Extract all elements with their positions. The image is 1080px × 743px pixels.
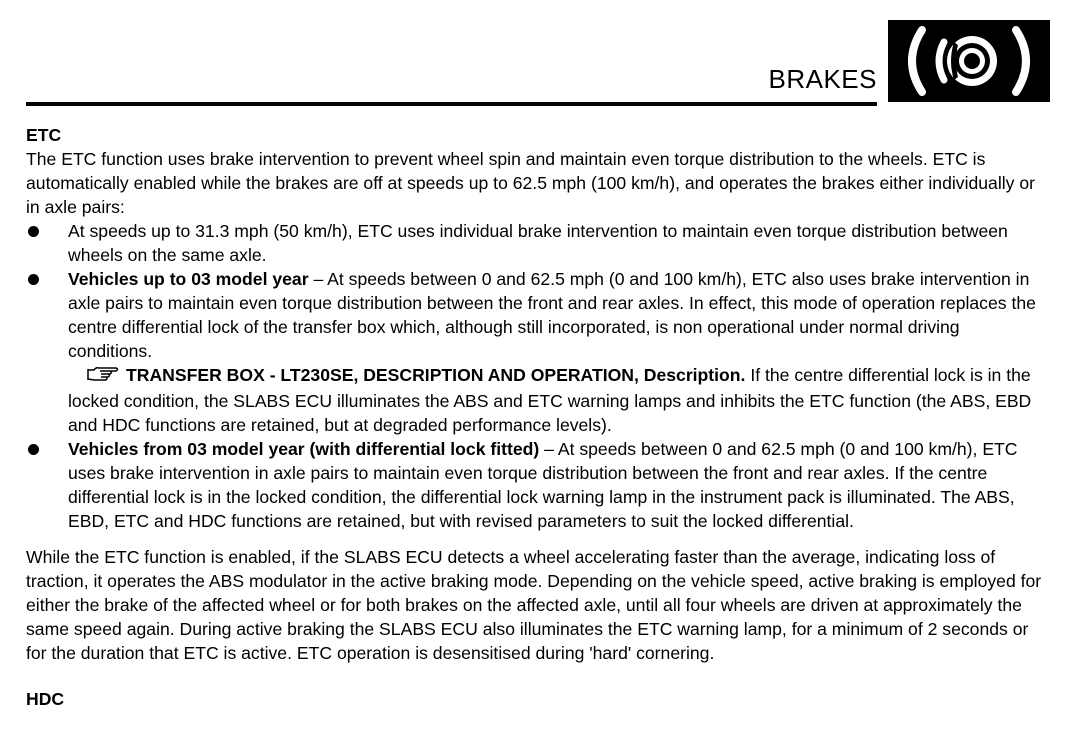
bullet-icon: [28, 226, 39, 237]
bullet-text: – At speeds between 0 and 62.5 mph (0 and 100 km/h), ETC also uses brake intervention in axle pairs to maintain even torque distribution between the front and rear axles. In effect, this mode of operation replaces the centre differential lock of the transfer box which, although still incorporated, is non operational under normal driving conditions.: [68, 269, 1036, 361]
list-item: [26, 267, 1048, 437]
pointing-hand-icon: [86, 365, 126, 389]
section-heading: ETC: [26, 125, 62, 145]
list-item: [26, 437, 1048, 533]
brake-warning-icon: [888, 20, 1050, 102]
cross-reference-text: If the centre differential lock is in the locked condition, the SLABS ECU illuminates the ABS and ETC warning lamps and inhibits the ETC function (the ABS, EBD and HDC functions are retained, but at degraded performance levels).: [68, 365, 1032, 435]
bullet-text: – At speeds between 0 and 62.5 mph (0 and 100 km/h), ETC uses brake intervention in axle pairs to maintain even torque distribution between the front and rear axles. If the centre differential lock is in the locked condition, the differential lock warning lamp in the instrument pack is illuminated. The ABS, EBD, ETC and HDC functions are retained, but with revised parameters to suit the locked differential.: [68, 439, 1018, 531]
closing-paragraph: While the ETC function is enabled, if the SLABS ECU detects a wheel accelerating faster than the average, indicating loss of traction, it operates the ABS modulator in the active braking mode. Depending on the vehicle speed, active braking is employed for either the brake of the affected wheel or for both brakes on the affected axle, until all four wheels are driven at approximately the same speed again. During active braking the SLABS ECU also illuminates the ETC warning lamp, for a minimum of 2 seconds or for the duration that ETC is active. ETC operation is desensitised during 'hard' cornering.: [26, 547, 1042, 663]
bullet-icon: [28, 274, 39, 285]
bullet-bold-lead: Vehicles up to 03 model year: [68, 269, 309, 289]
etc-section: [26, 123, 1048, 711]
intro-paragraph: The ETC function uses brake intervention to prevent wheel spin and maintain even torque distribution to the wheels. ETC is automatically enabled while the brakes are off at speeds up to 62.5 mph (100 km/h), and operates the brakes either individually or in axle pairs:: [26, 149, 1035, 217]
cross-reference-link[interactable]: TRANSFER BOX - LT230SE, DESCRIPTION AND OPERATION, Description.: [126, 365, 746, 385]
list-item: [26, 219, 1048, 267]
bullet-text: At speeds up to 31.3 mph (50 km/h), ETC uses individual brake intervention to maintain even torque distribution between wheels on the same axle.: [68, 221, 1008, 265]
page-title: BRAKES: [768, 64, 877, 94]
bullet-list: [26, 219, 1048, 533]
cross-reference: [68, 363, 1048, 437]
bullet-icon: [28, 444, 39, 455]
header-divider: [26, 102, 877, 106]
next-section-heading: HDC: [26, 689, 65, 709]
bullet-bold-lead: Vehicles from 03 model year (with differential lock fitted): [68, 439, 540, 459]
